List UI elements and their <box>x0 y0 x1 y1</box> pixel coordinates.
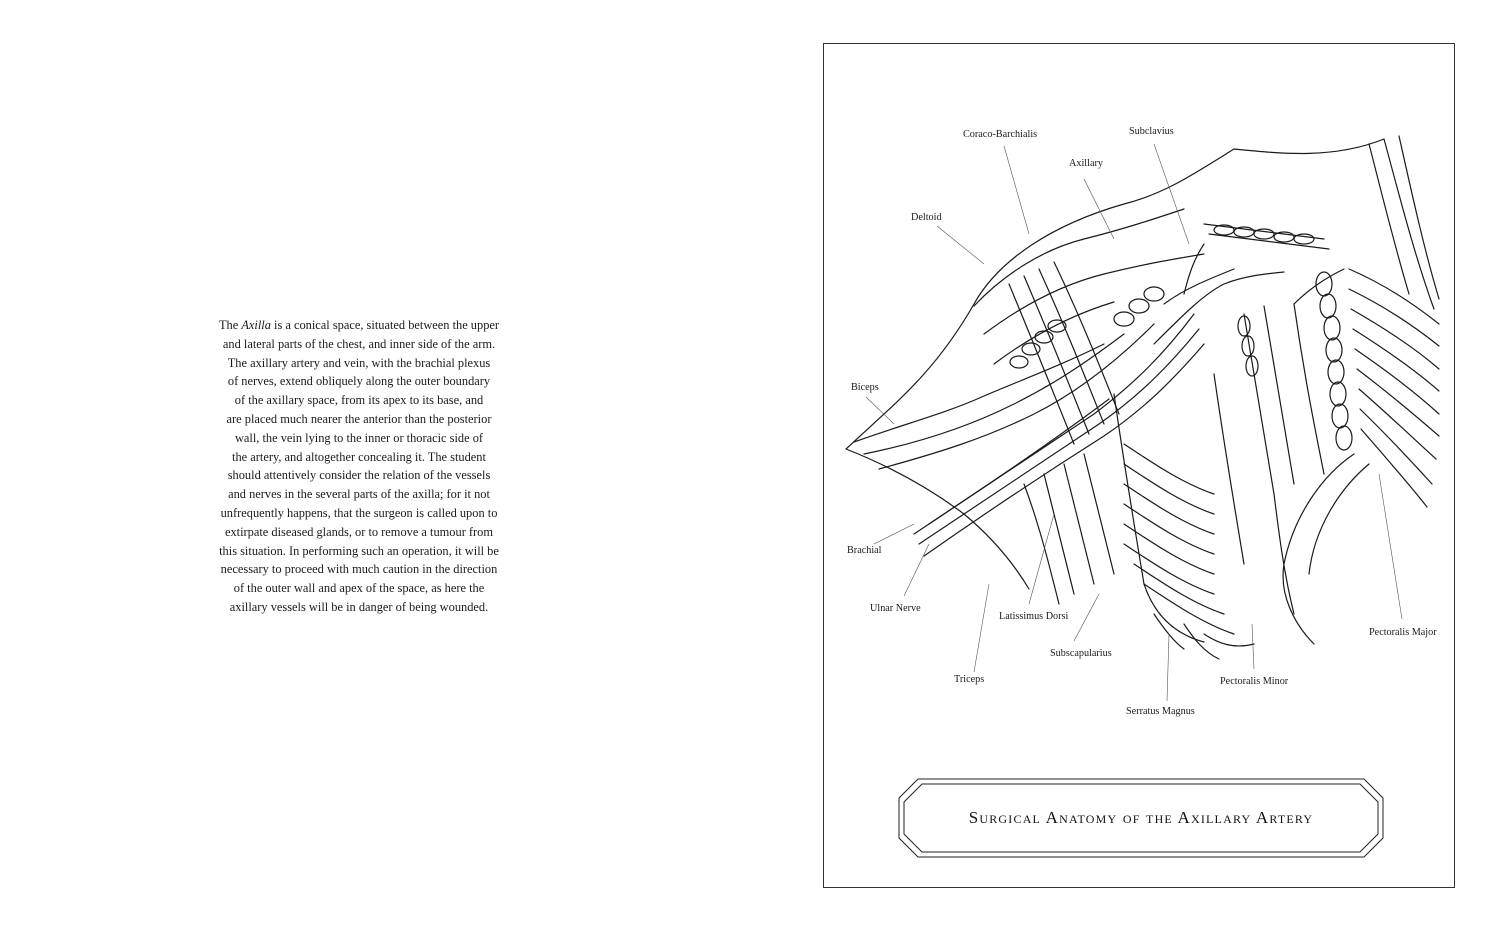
text-line: necessary to proceed with much caution in the direction <box>220 562 498 577</box>
anatomy-plate <box>823 43 1455 888</box>
text-line: of the outer wall and apex of the space, as here the <box>233 581 485 596</box>
text-line: axillary vessels will be in danger of being wounded. <box>229 599 489 614</box>
label-pectoralis-minor: Pectoralis Minor <box>1220 676 1289 687</box>
text-line: of nerves, extend obliquely along the outer boundary <box>227 374 491 389</box>
label-latissimus-dorsi: Latissimus Dorsi <box>999 611 1069 622</box>
plate-caption: Surgical Anatomy of the Axillary Artery <box>968 808 1314 827</box>
label-ulnar-nerve: Ulnar Nerve <box>870 603 921 614</box>
text-line: and lateral parts of the chest, and inner side of the arm. <box>222 336 496 351</box>
label-coraco-brachialis: Coraco-Barchialis <box>963 129 1038 140</box>
text-line: The axillary artery and vein, with the brachial plexus <box>227 355 491 370</box>
text-line: The Axilla is a conical space, situated between the upper <box>218 318 500 332</box>
label-serratus-magnus: Serratus Magnus <box>1126 706 1195 717</box>
text-line: the artery, and altogether concealing it. The student <box>232 449 486 464</box>
body-paragraph <box>206 316 512 617</box>
label-axillary: Axillary <box>1069 158 1103 169</box>
text-line: wall, the vein lying to the inner or thoracic side of <box>234 430 484 445</box>
text-line: unfrequently happens, that the surgeon is called upon to <box>220 505 498 520</box>
caption-frame <box>898 778 1384 858</box>
left-page <box>0 0 720 933</box>
label-pectoralis-major: Pectoralis Major <box>1369 627 1437 638</box>
label-triceps: Triceps <box>954 674 985 685</box>
label-subclavius: Subclavius <box>1129 126 1174 137</box>
label-brachial: Brachial <box>847 545 882 556</box>
text-line: are placed much nearer the anterior than the posterior <box>226 411 492 426</box>
text-line: should attentively consider the relation of the vessels <box>227 468 491 483</box>
label-deltoid: Deltoid <box>911 212 942 223</box>
text-line: and nerves in the several parts of the axilla; for it not <box>228 487 490 502</box>
text-line: extirpate diseased glands, or to remove a tumour from <box>224 524 494 539</box>
text-line: of the axillary space, from its apex to its base, and <box>234 393 484 408</box>
text-line: this situation. In performing such an operation, it will be <box>219 543 499 558</box>
axilla-illustration <box>824 44 1456 744</box>
label-subscapularius: Subscapularius <box>1050 648 1112 659</box>
label-biceps: Biceps <box>851 382 879 393</box>
